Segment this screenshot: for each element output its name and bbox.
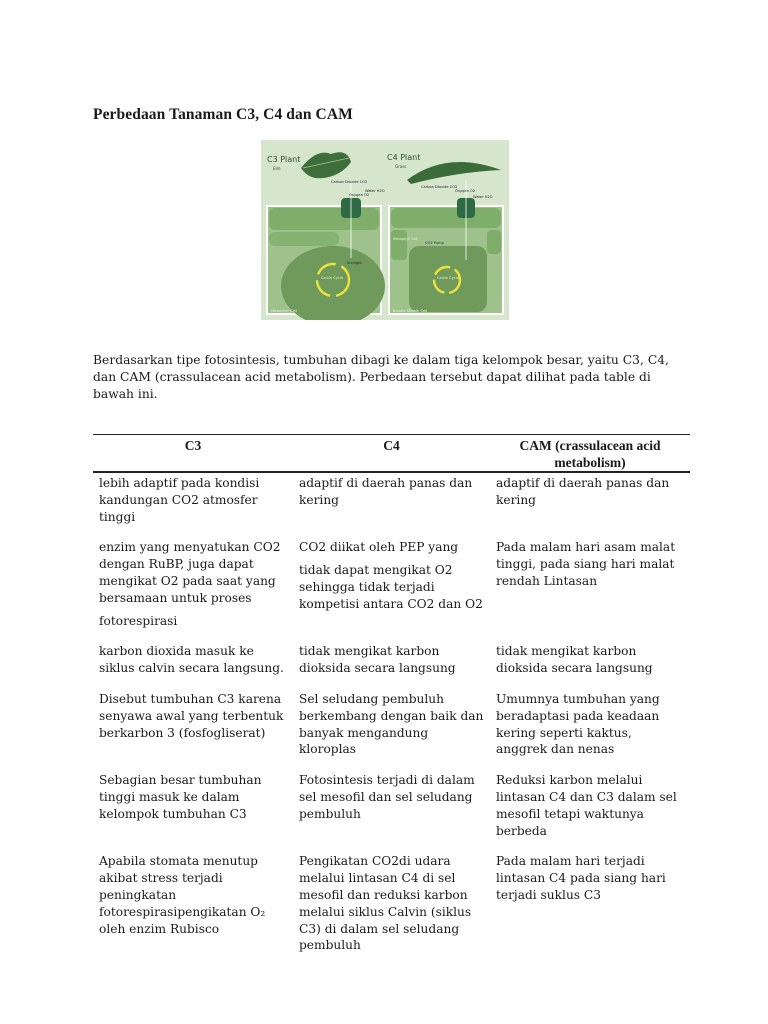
- cell-text: tidak mengikat karbon dioksida secara langsung: [299, 644, 456, 676]
- c4-water-label: Water H2O: [473, 195, 493, 199]
- cell-text: Fotosintesis terjadi di dalam sel mesofil dan sel seludang pembuluh: [299, 773, 475, 821]
- cell-text: Disebut tumbuhan C3 karena senyawa awal yang terbentuk berkarbon 3 (fosfogliserat): [99, 691, 284, 740]
- table-row: [93, 770, 690, 851]
- cell-text: Sel seludang pembuluh berkembang dengan baik dan banyak mengandung kloroplas: [299, 691, 484, 757]
- c3-c4-plant-diagram: [261, 140, 509, 320]
- cell-cam: [490, 770, 690, 851]
- cell-cam: [490, 641, 690, 689]
- cell-c4: [293, 472, 490, 537]
- table-row: [93, 472, 690, 537]
- c4-mesophyll-label: Mesophyll Cell: [393, 237, 418, 241]
- header-c3: C3: [93, 435, 293, 473]
- cell-text: tidak dapat mengikat O2 sehingga tidak terjadi kompetisi antara CO2 dan O2: [299, 563, 483, 611]
- cell-c3: [93, 851, 293, 966]
- c4-panel-sublabel: Grass: [395, 164, 407, 169]
- cell-cam: [490, 472, 690, 537]
- cell-text: enzim yang menyatukan CO2 dengan RuBP, juga dapat mengikat O2 pada saat yang bersamaan untuk proses: [99, 540, 281, 605]
- table-row: [93, 689, 690, 770]
- table-row: [93, 537, 690, 641]
- header-cam: CAM (crassulacean acid metabolism): [490, 435, 690, 473]
- header-c4: C4: [293, 435, 490, 473]
- cell-c4: [293, 770, 490, 851]
- c3-co2-label: Carbon Dioxide CO2: [331, 180, 368, 184]
- cell-text: Reduksi karbon melalui lintasan C4 dan C3 dalam sel mesofil tetapi waktunya berbeda: [496, 773, 677, 838]
- c4-bundle-sheath-label: Bundle Sheath Cell: [393, 309, 428, 313]
- cell-c4: [293, 689, 490, 770]
- c4-calvin-label: Calvin Cycle: [437, 276, 460, 280]
- cell-text: fotorespirasi: [99, 613, 178, 628]
- c4-panel-label: C4 Plant: [387, 153, 421, 162]
- cell-c3: [93, 641, 293, 689]
- c4-co2-label: Carbon Dioxide CO2: [421, 185, 458, 189]
- c3-sunlight-label: Sunlight: [347, 261, 362, 265]
- cell-text: Sebagian besar tumbuhan tinggi masuk ke dalam kelompok tumbuhan C3: [99, 773, 262, 821]
- table-row: [93, 851, 690, 966]
- c3-panel-label: C3 Plant: [267, 155, 301, 164]
- cell-c4: [293, 537, 490, 641]
- cell-text: Umumnya tumbuhan yang beradaptasi pada keadaan kering seperti kaktus, anggrek dan nenas: [496, 691, 660, 757]
- c3-panel-sublabel: Elm: [273, 166, 281, 171]
- cell-c3: [93, 689, 293, 770]
- c4-o2-label: Oxygen O2: [455, 189, 476, 193]
- cell-c3: [93, 537, 293, 641]
- cell-c3: [93, 472, 293, 537]
- table-row: [93, 641, 690, 689]
- cell-text: Pada malam hari terjadi lintasan C4 pada siang hari terjadi suklus C3: [496, 854, 666, 902]
- cell-cam: [490, 851, 690, 966]
- intro-paragraph: Berdasarkan tipe fotosintesis, tumbuhan dibagi ke dalam tiga kelompok besar, yaitu C3, C4, dan CAM (crassulacean acid metabolism). Perbedaan tersebut dapat dilihat pada table di bawah ini.: [93, 353, 669, 401]
- cell-cam: [490, 689, 690, 770]
- c4-pump-label: CO2 Pump: [425, 241, 444, 245]
- cell-c4: [293, 851, 490, 966]
- cell-text: Apabila stomata menutup akibat stress terjadi peningkatan fotorespirasipengikatan O₂ oleh enzim Rubisco: [99, 854, 266, 936]
- cell-text: adaptif di daerah panas dan kering: [496, 476, 670, 507]
- cell-c4: [293, 641, 490, 689]
- comparison-table: [93, 434, 690, 966]
- cell-text: lebih adaptif pada kondisi kandungan CO2 atmosfer tinggi: [99, 476, 260, 524]
- cell-text: Pada malam hari asam malat tinggi, pada siang hari malat rendah Lintasan: [496, 540, 676, 588]
- diagram-svg: [261, 140, 509, 320]
- c3-mesophyll-label: Mesophyll Cell: [271, 309, 297, 313]
- page-title: Perbedaan Tanaman C3, C4 dan CAM: [93, 106, 353, 123]
- c3-water-label: Water H2O: [365, 189, 385, 193]
- table-header-row: [93, 435, 690, 473]
- c3-calvin-label: Calvin Cycle: [321, 276, 344, 280]
- cell-cam: [490, 537, 690, 641]
- cell-text: tidak mengikat karbon dioksida secara langsung: [496, 644, 653, 676]
- cell-text: karbon dioxida masuk ke siklus calvin secara langsung.: [99, 644, 284, 676]
- cell-c3: [93, 770, 293, 851]
- c3-o2-label: Oxygen O2: [349, 193, 370, 197]
- cell-text: Pengikatan CO2di udara melalui lintasan C4 di sel mesofil dan reduksi karbon melalui siklus Calvin (siklus C3) di dalam sel seludang pembuluh: [299, 854, 472, 953]
- cell-text: CO2 diikat oleh PEP yang: [299, 540, 459, 555]
- cell-text: adaptif di daerah panas dan kering: [299, 476, 473, 507]
